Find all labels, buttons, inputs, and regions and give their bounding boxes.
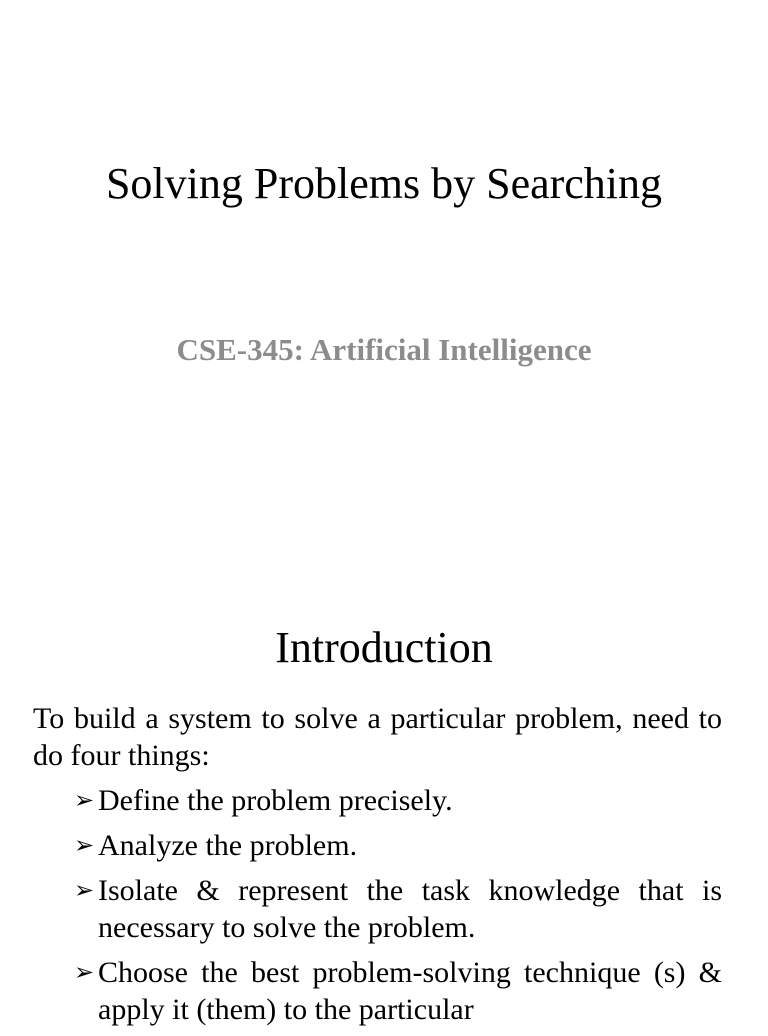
slide-heading: Introduction <box>275 623 493 672</box>
bullet-item <box>74 782 722 819</box>
bullet-item <box>74 872 722 946</box>
bullet-text: Analyze the problem. <box>98 829 358 862</box>
bullet-item <box>74 954 722 1028</box>
slide-body <box>33 700 722 1036</box>
slide-title: Solving Problems by Searching <box>105 159 663 208</box>
bullet-item <box>74 827 722 864</box>
bullet-text: Define the problem precisely. <box>98 784 453 817</box>
slide-subtitle: CSE-345: Artificial Intelligence <box>176 332 592 367</box>
introduction-slide <box>0 600 768 1024</box>
bullet-text: Isolate & represent the task knowledge that is necessary to solve the problem. <box>98 874 722 944</box>
arrow-bullet-icon: ➢ <box>74 958 95 986</box>
bullet-text: Choose the best problem-solving technique (s) & apply it (them) to the particular <box>98 956 722 1026</box>
intro-paragraph: To build a system to solve a particular problem, need to do four things: <box>33 702 722 772</box>
arrow-bullet-icon: ➢ <box>74 786 95 814</box>
arrow-bullet-icon: ➢ <box>74 876 95 904</box>
bullet-list <box>33 782 722 1028</box>
arrow-bullet-icon: ➢ <box>74 831 95 859</box>
